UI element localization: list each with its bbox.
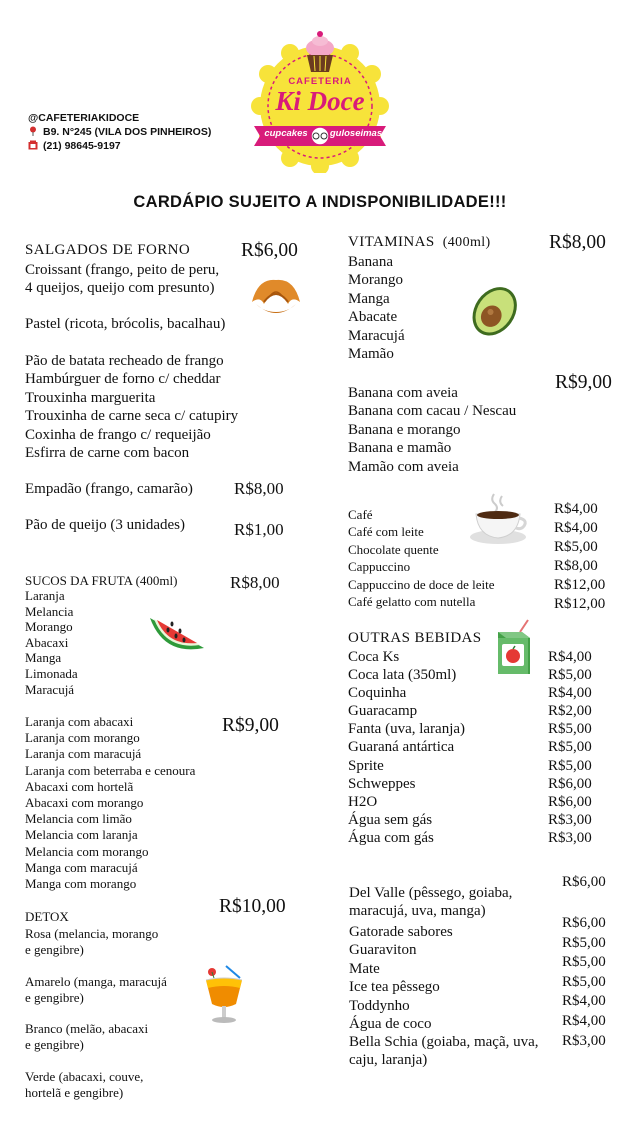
menu-item: Melancia com laranja [25, 827, 138, 843]
sucos-price: R$8,00 [230, 573, 280, 592]
menu-item: Guaraviton [349, 942, 417, 959]
menu-item: Branco (melão, abacaxi [25, 1021, 149, 1036]
menu-item: Cappuccino [348, 559, 411, 575]
address-text: B9. N°245 (VILA DOS PINHEIROS) [43, 126, 212, 138]
bella-price: R$3,00 [562, 1033, 606, 1049]
price: R$5,00 [548, 739, 592, 756]
menu-item: Coxinha de frango c/ requeijão [25, 426, 211, 443]
menu-item: Maracujá [348, 327, 405, 344]
menu-item: Laranja com morango [25, 730, 140, 746]
logo-ribbon-right: guloseimas [329, 128, 383, 139]
delvalle-item [349, 884, 512, 921]
mais-list [349, 923, 453, 1033]
price: R$6,00 [562, 915, 606, 931]
menu-item: Abacaxi [25, 634, 69, 650]
menu-item: 4 queijos, queijo com presunto) [25, 280, 215, 297]
avocado-icon [466, 276, 528, 340]
menu-item: maracujá, uva, manga) [349, 903, 486, 920]
juice-box-icon [492, 618, 538, 678]
vitaminas-list2 [348, 384, 516, 476]
vitaminas-volume: (400ml) [442, 235, 491, 250]
price: R$4,00 [554, 520, 598, 536]
menu-item: Laranja com maracujá [25, 746, 142, 762]
vitaminas-price2: R$9,00 [555, 372, 612, 393]
sucos-price2: R$9,00 [222, 715, 279, 736]
menu-item: Café gelatto com nutella [348, 593, 476, 609]
detox-title: DETOX [25, 909, 69, 924]
salgados-price: R$6,00 [241, 240, 298, 261]
menu-item: Café com leite [348, 524, 424, 540]
price: R$5,00 [548, 757, 592, 774]
menu-item: Melancia com limão [25, 811, 132, 827]
bella-item [349, 1033, 539, 1070]
menu-item: Manga com maracujá [25, 859, 138, 875]
vitaminas-title [348, 234, 491, 251]
pao-queijo-price: R$1,00 [234, 520, 284, 539]
price: R$5,00 [562, 934, 606, 951]
logo-top-text: CAFETERIA [288, 76, 352, 87]
instagram-handle [28, 112, 139, 124]
sucos-list2 [25, 714, 195, 892]
price: R$5,00 [554, 539, 598, 555]
price: R$3,00 [548, 829, 592, 846]
menu-item: Manga [25, 650, 62, 666]
menu-item: Guaracamp [348, 703, 418, 720]
menu-item: Água com gás [348, 829, 434, 846]
phone-icon [28, 140, 38, 150]
outras-prices [548, 648, 592, 847]
vitaminas-price: R$8,00 [549, 232, 606, 253]
cupcake-icon [306, 31, 334, 72]
outras-title: OUTRAS BEBIDAS [348, 630, 482, 646]
menu-item: H2O [348, 793, 378, 810]
menu-item: e gengibre) [25, 990, 84, 1005]
menu-item: Coquinha [348, 685, 407, 702]
menu-item: Abacate [348, 309, 398, 326]
menu-item: Trouxinha de carne seca c/ catupiry [25, 408, 239, 425]
menu-item: Água de coco [349, 1015, 432, 1032]
menu-item: Gatorade sabores [349, 924, 453, 940]
price: R$4,00 [548, 685, 592, 702]
menu-item: Hambúrguer de forno c/ cheddar [25, 371, 221, 388]
menu-item: Banana com cacau / Nescau [348, 403, 517, 420]
price: R$6,00 [548, 793, 592, 810]
menu-item: Schweppes [348, 775, 416, 792]
cafes-prices [554, 500, 605, 614]
menu-item: Coca lata (350ml) [348, 667, 457, 684]
empadao-price: R$8,00 [234, 479, 284, 498]
menu-item: Laranja com beterraba e cenoura [25, 762, 196, 778]
menu-item: Abacaxi com hortelã [25, 778, 134, 794]
menu-item: Banana com aveia [348, 385, 458, 401]
price: R$2,00 [548, 703, 592, 720]
menu-item: Limonada [25, 665, 78, 681]
menu-item: Banana e mamão [348, 440, 452, 457]
menu-item: Maracujá [25, 681, 75, 697]
menu-item: Chocolate quente [348, 541, 439, 557]
cocktail-icon [200, 964, 248, 1026]
menu-item: Mate [349, 960, 380, 977]
menu-item: Guaraná antártica [348, 739, 455, 756]
phone-text: (21) 98645-9197 [43, 140, 121, 152]
price: R$8,00 [554, 558, 598, 574]
logo-brand: Ki Doce [275, 86, 365, 116]
menu-item: Banana [348, 254, 393, 270]
salgados-title: SALGADOS DE FORNO [25, 242, 191, 258]
detox-price: R$10,00 [219, 896, 286, 917]
price: R$4,00 [562, 993, 606, 1010]
detox-amarelo [25, 974, 167, 1006]
menu-item: Del Valle (pêssego, goiaba, [349, 885, 513, 901]
menu-item: e gengibre) [25, 1037, 84, 1052]
vitaminas-list [348, 253, 405, 363]
salgados-pastel: Pastel (ricota, brócolis, bacalhau) [25, 316, 226, 332]
menu-item: Pão de batata recheado de frango [25, 353, 224, 369]
logo-ribbon-left: cupcakes [264, 128, 308, 139]
menu-item: Amarelo (manga, maracujá [25, 974, 167, 989]
address-line [28, 126, 211, 138]
mais-prices [562, 914, 606, 1032]
menu-item: Cappuccino de doce de leite [348, 576, 495, 592]
menu-item: Rosa (melancia, morango [25, 926, 159, 941]
menu-item: Morango [348, 272, 403, 289]
sucos-volume: (400ml) [135, 573, 178, 588]
detox-verde [25, 1069, 143, 1101]
croissant-icon [248, 272, 304, 324]
empadao-item: Empadão (frango, camarão) [25, 481, 193, 497]
menu-item: Bella Schia (goiaba, maçã, uva, [349, 1034, 539, 1050]
phone-line [28, 140, 121, 152]
price: R$5,00 [562, 973, 606, 990]
pao-queijo-item: Pão de queijo (3 unidades) [25, 517, 185, 533]
price: R$6,00 [548, 775, 592, 792]
menu-item: Fanta (uva, laranja) [348, 721, 466, 738]
instagram-text: @CAFETERIAKIDOCE [28, 112, 140, 124]
watermelon-icon [146, 610, 208, 660]
menu-item: Toddynho [349, 997, 410, 1014]
logo [240, 28, 400, 173]
menu-item: Manga [348, 290, 390, 307]
menu-item: Melancia [25, 603, 74, 619]
menu-item: Sprite [348, 757, 384, 774]
sucos-title [25, 573, 177, 589]
salgados-croissant [25, 261, 219, 298]
notice-headline: CARDÁPIO SUJEITO A INDISPONIBILIDADE!!! [133, 193, 507, 211]
price: R$4,00 [548, 649, 592, 665]
menu-item: Mamão [348, 345, 394, 362]
vitaminas-title-text: VITAMINAS [348, 234, 435, 250]
menu-item: Banana e morango [348, 421, 461, 438]
menu-item: Verde (abacaxi, couve, [25, 1069, 144, 1084]
menu-item: caju, laranja) [349, 1052, 428, 1069]
menu-item: Croissant (frango, peito de peru, [25, 262, 220, 278]
menu-item: Trouxinha marguerita [25, 389, 156, 406]
sucos-title-text: SUCOS DA FRUTA [25, 573, 133, 588]
menu-item: hortelã e gengibre) [25, 1085, 124, 1100]
price: R$5,00 [562, 954, 606, 971]
menu-item: Morango [25, 619, 73, 635]
delvalle-price: R$6,00 [562, 874, 606, 890]
outras-list [348, 648, 465, 847]
price: R$4,00 [562, 1012, 606, 1029]
menu-item: Mamão com aveia [348, 458, 459, 475]
cafes-list [348, 506, 495, 610]
menu-item: Café [348, 507, 373, 522]
price: R$5,00 [548, 667, 592, 684]
menu-item: Abacaxi com morango [25, 794, 144, 810]
price: R$12,00 [554, 596, 606, 612]
price: R$4,00 [554, 501, 598, 517]
menu-item: Laranja com abacaxi [25, 714, 134, 729]
menu-item: e gengibre) [25, 942, 84, 957]
menu-item: Esfirra de carne com bacon [25, 444, 190, 461]
salgados-list [25, 352, 238, 462]
menu-item: Manga com morango [25, 875, 137, 891]
price: R$5,00 [548, 721, 592, 738]
menu-item: Laranja [25, 588, 65, 603]
detox-rosa [25, 926, 158, 958]
menu-item: Água sem gás [348, 811, 433, 828]
price: R$3,00 [548, 811, 592, 828]
pin-icon [28, 126, 38, 136]
menu-item: Ice tea pêssego [349, 979, 440, 996]
menu-item: Coca Ks [348, 649, 400, 665]
menu-item: Melancia com morango [25, 843, 149, 859]
price: R$12,00 [554, 577, 606, 593]
sucos-list [25, 588, 78, 697]
detox-branco [25, 1021, 148, 1053]
